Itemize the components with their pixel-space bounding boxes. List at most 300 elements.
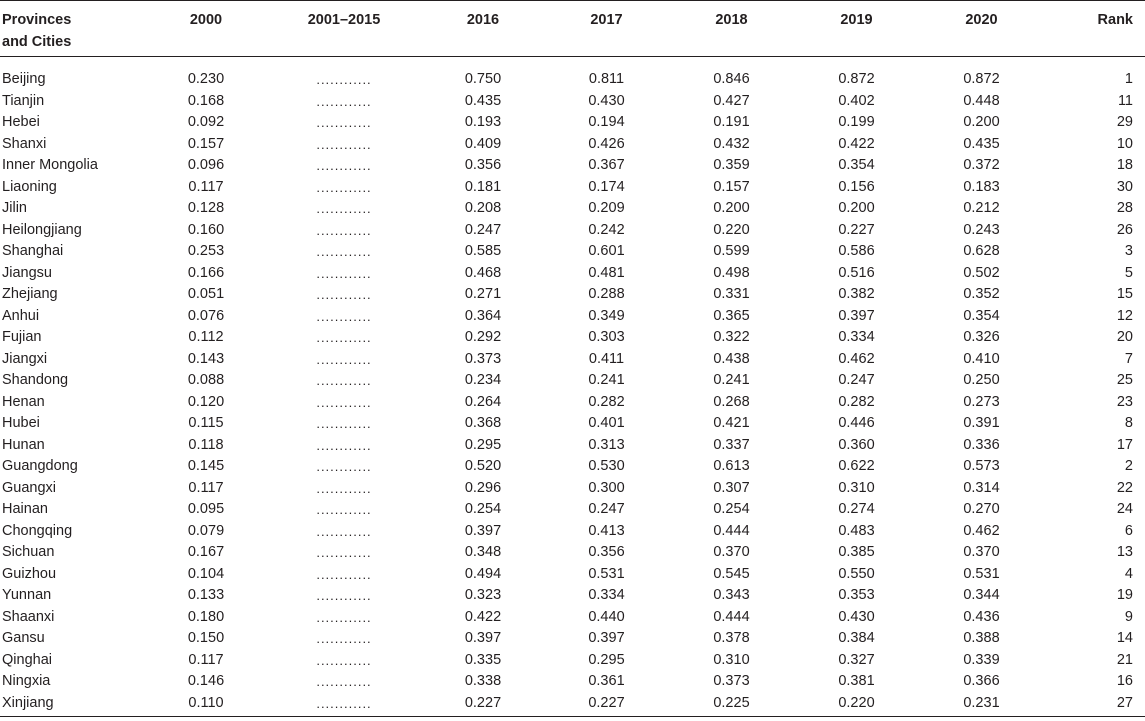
- cell-2016: 0.296: [464, 479, 502, 496]
- cell-2018: 0.268: [713, 393, 750, 410]
- cell-2000: 0.146: [187, 673, 225, 689]
- cell-2017: 0.413: [588, 522, 625, 539]
- cell-2016: 0.323: [464, 587, 502, 603]
- table-row: [0, 177, 1145, 199]
- cell-2019: 0.381: [838, 673, 875, 689]
- cell-2018: 0.307: [713, 479, 750, 496]
- cell-name: Jiangsu: [2, 264, 52, 281]
- cell-2000: 0.133: [187, 587, 225, 603]
- cell-2020: 0.250: [963, 372, 1000, 388]
- cell-2018: 0.225: [713, 694, 750, 711]
- cell-name: Xinjiang: [2, 694, 54, 711]
- cell-2018: 0.373: [713, 673, 750, 689]
- cell-2001-2015: ............: [316, 115, 372, 130]
- cell-name: Hunan: [2, 436, 45, 453]
- cell-name: Yunnan: [2, 587, 52, 603]
- cell-2020: 0.573: [963, 458, 1000, 474]
- cell-2020: 0.336: [963, 436, 1000, 453]
- cell-2017: 0.194: [588, 114, 625, 130]
- cell-2019: 0.422: [838, 135, 875, 152]
- cell-2001-2015: ............: [316, 631, 372, 646]
- cell-2020: 0.212: [963, 200, 1000, 216]
- cell-2020: 0.366: [963, 673, 1000, 689]
- table-row: [0, 542, 1145, 564]
- cell-2000: 0.143: [187, 350, 225, 367]
- cell-2019: 0.446: [838, 415, 875, 431]
- table-row: [0, 671, 1145, 693]
- header-2019: 2019: [794, 1, 919, 57]
- table-row: [0, 370, 1145, 392]
- cell-2019: 0.334: [838, 329, 875, 345]
- cell-2020: 0.273: [963, 393, 1000, 410]
- cell-2019: 0.282: [838, 393, 875, 410]
- cell-2017: 0.426: [588, 135, 625, 152]
- cell-rank: 10: [1116, 135, 1133, 152]
- cell-2020: 0.354: [963, 307, 1000, 324]
- cell-rank: 13: [1116, 544, 1133, 560]
- cell-rank: 14: [1116, 630, 1133, 646]
- cell-2020: 0.352: [963, 286, 1000, 302]
- table-row: [0, 585, 1145, 607]
- cell-2017: 0.288: [588, 286, 625, 302]
- cell-2020: 0.410: [963, 350, 1000, 367]
- cell-2019: 0.199: [838, 114, 875, 130]
- cell-rank: 15: [1116, 286, 1133, 302]
- cell-2018: 0.370: [713, 544, 750, 560]
- cell-2017: 0.481: [588, 264, 625, 281]
- cell-2019: 0.430: [838, 608, 875, 625]
- cell-rank: 8: [1124, 415, 1133, 431]
- cell-2018: 0.157: [713, 178, 750, 195]
- table-row: [0, 478, 1145, 500]
- table-row: [0, 306, 1145, 328]
- cell-2016: 0.227: [464, 694, 502, 711]
- cell-2020: 0.339: [963, 651, 1000, 668]
- cell-2017: 0.411: [588, 350, 625, 367]
- cell-name: Shaanxi: [2, 608, 55, 625]
- cell-2000: 0.092: [187, 114, 225, 130]
- header-row: [0, 1, 1145, 57]
- cell-2000: 0.110: [188, 694, 224, 711]
- cell-2019: 0.586: [838, 243, 875, 259]
- cell-2001-2015: ............: [316, 523, 372, 539]
- cell-name: Qinghai: [2, 651, 52, 668]
- table-row: [0, 435, 1145, 457]
- cell-2019: 0.872: [838, 71, 875, 87]
- table-row: [0, 413, 1145, 435]
- cell-name: Hebei: [2, 114, 40, 130]
- cell-rank: 5: [1124, 264, 1133, 281]
- table-body: [0, 57, 1145, 715]
- cell-2001-2015: ............: [316, 222, 372, 238]
- cell-rank: 20: [1116, 329, 1133, 345]
- cell-2000: 0.051: [187, 286, 225, 302]
- cell-2019: 0.354: [838, 157, 875, 173]
- cell-2016: 0.292: [464, 329, 502, 345]
- cell-name: Shanghai: [2, 243, 64, 259]
- header-2017: 2017: [544, 1, 669, 57]
- cell-2017: 0.334: [588, 587, 625, 603]
- cell-2000: 0.117: [188, 479, 224, 496]
- cell-name: Chongqing: [2, 522, 73, 539]
- cell-2000: 0.180: [187, 608, 225, 625]
- cell-2018: 0.337: [713, 436, 750, 453]
- cell-2019: 0.310: [838, 479, 875, 496]
- cell-2000: 0.157: [187, 135, 225, 152]
- cell-2017: 0.401: [588, 415, 625, 431]
- cell-name: Sichuan: [2, 544, 55, 560]
- cell-2001-2015: ............: [316, 179, 372, 195]
- cell-2020: 0.436: [963, 608, 1000, 625]
- table-row: [0, 241, 1145, 263]
- cell-2016: 0.422: [464, 608, 502, 625]
- cell-2016: 0.234: [464, 372, 502, 388]
- cell-2017: 0.530: [588, 458, 625, 474]
- cell-2019: 0.397: [838, 307, 875, 324]
- table-row: [0, 327, 1145, 349]
- cell-2019: 0.274: [838, 501, 875, 517]
- cell-2020: 0.314: [963, 479, 1000, 496]
- table-row: [0, 392, 1145, 414]
- cell-2020: 0.344: [963, 587, 1000, 603]
- cell-name: Liaoning: [2, 178, 57, 195]
- cell-name: Jilin: [2, 200, 27, 216]
- cell-2018: 0.421: [713, 415, 750, 431]
- header-name-line2: and Cities: [2, 34, 72, 50]
- cell-2000: 0.076: [187, 307, 225, 324]
- cell-2017: 0.303: [588, 329, 625, 345]
- cell-2019: 0.353: [838, 587, 875, 603]
- cell-2020: 0.231: [963, 694, 1000, 711]
- cell-2017: 0.282: [588, 393, 625, 410]
- cell-2018: 0.498: [713, 264, 750, 281]
- cell-2016: 0.373: [464, 350, 502, 367]
- cell-rank: 24: [1116, 501, 1133, 517]
- cell-rank: 9: [1124, 608, 1133, 625]
- cell-2020: 0.326: [963, 329, 1000, 345]
- cell-2016: 0.356: [464, 157, 502, 173]
- cell-2018: 0.220: [713, 221, 750, 238]
- cell-2020: 0.270: [963, 501, 1000, 517]
- cell-2018: 0.191: [713, 114, 750, 130]
- cell-2016: 0.397: [464, 630, 502, 646]
- cell-2018: 0.427: [713, 92, 750, 109]
- cell-name: Heilongjiang: [2, 221, 82, 238]
- cell-2018: 0.545: [713, 565, 750, 582]
- cell-2017: 0.367: [588, 157, 625, 173]
- cell-2020: 0.372: [963, 157, 1000, 173]
- cell-2018: 0.438: [713, 350, 750, 367]
- table-row: [0, 284, 1145, 306]
- cell-2001-2015: ............: [316, 566, 372, 582]
- cell-2016: 0.264: [464, 393, 502, 410]
- cell-2000: 0.112: [188, 329, 224, 345]
- cell-2000: 0.168: [187, 92, 225, 109]
- cell-2001-2015: ............: [316, 373, 372, 388]
- cell-2001-2015: ............: [316, 287, 372, 302]
- cell-2020: 0.388: [963, 630, 1000, 646]
- table-row: [0, 263, 1145, 285]
- cell-2001-2015: ............: [316, 459, 372, 474]
- cell-2016: 0.468: [464, 264, 502, 281]
- cell-2001-2015: ............: [316, 394, 372, 410]
- cell-2017: 0.174: [588, 178, 625, 195]
- cell-2019: 0.550: [838, 565, 875, 582]
- cell-2017: 0.601: [588, 243, 625, 259]
- cell-2001-2015: ............: [316, 437, 372, 453]
- cell-rank: 25: [1116, 372, 1133, 388]
- cell-2016: 0.520: [464, 458, 502, 474]
- cell-2020: 0.502: [963, 264, 1000, 281]
- cell-2017: 0.349: [588, 307, 625, 324]
- cell-2019: 0.385: [838, 544, 875, 560]
- table-header: [0, 1, 1145, 57]
- cell-rank: 19: [1116, 587, 1133, 603]
- cell-rank: 18: [1116, 157, 1133, 173]
- cell-rank: 3: [1124, 243, 1133, 259]
- cell-rank: 17: [1116, 436, 1133, 453]
- cell-rank: 26: [1116, 221, 1133, 238]
- cell-2000: 0.096: [187, 157, 225, 173]
- cell-2020: 0.183: [963, 178, 1000, 195]
- cell-rank: 1: [1124, 71, 1133, 87]
- cell-2017: 0.361: [588, 673, 625, 689]
- cell-rank: 28: [1116, 200, 1133, 216]
- cell-2000: 0.095: [187, 501, 225, 517]
- cell-2017: 0.227: [588, 694, 625, 711]
- cell-2018: 0.331: [713, 286, 750, 302]
- table-row: [0, 134, 1145, 156]
- table-row: [0, 564, 1145, 586]
- header-2020: 2020: [919, 1, 1044, 57]
- header-2016: 2016: [422, 1, 544, 57]
- cell-2001-2015: ............: [316, 545, 372, 560]
- cell-name: Tianjin: [2, 92, 45, 109]
- cell-2016: 0.193: [464, 114, 502, 130]
- cell-2019: 0.516: [838, 264, 875, 281]
- table-row: [0, 155, 1145, 177]
- cell-2018: 0.343: [713, 587, 750, 603]
- cell-name: Jiangxi: [2, 350, 48, 367]
- cell-2019: 0.402: [838, 92, 875, 109]
- cell-2017: 0.531: [588, 565, 625, 582]
- table-row: [0, 112, 1145, 134]
- cell-name: Hubei: [2, 415, 40, 431]
- table-row: [0, 628, 1145, 650]
- cell-2017: 0.356: [588, 544, 625, 560]
- cell-2020: 0.872: [963, 71, 1000, 87]
- cell-2001-2015: ............: [316, 201, 372, 216]
- cell-2000: 0.166: [187, 264, 225, 281]
- table-row: [0, 650, 1145, 672]
- cell-2018: 0.444: [713, 522, 750, 539]
- cell-2016: 0.494: [464, 565, 502, 582]
- cell-2020: 0.531: [963, 565, 1000, 582]
- cell-2020: 0.243: [963, 221, 1000, 238]
- cell-2019: 0.247: [838, 372, 875, 388]
- table-row: [0, 349, 1145, 371]
- cell-2000: 0.088: [187, 372, 225, 388]
- cell-name: Ningxia: [2, 673, 51, 689]
- cell-2001-2015: ............: [316, 136, 372, 152]
- table-row: [0, 499, 1145, 521]
- cell-2000: 0.079: [187, 522, 225, 539]
- cell-2018: 0.613: [713, 458, 750, 474]
- table-row: [0, 521, 1145, 543]
- cell-2001-2015: ............: [316, 330, 372, 345]
- cell-2019: 0.483: [838, 522, 875, 539]
- header-2000: 2000: [146, 1, 266, 57]
- cell-2020: 0.448: [963, 92, 1000, 109]
- cell-rank: 23: [1116, 393, 1133, 410]
- cell-name: Shandong: [2, 372, 69, 388]
- cell-name: Guizhou: [2, 565, 57, 582]
- cell-name: Guangxi: [2, 479, 57, 496]
- cell-2016: 0.364: [464, 307, 502, 324]
- table-row: [0, 198, 1145, 220]
- cell-2016: 0.271: [464, 286, 502, 302]
- cell-2001-2015: ............: [316, 695, 372, 711]
- cell-2016: 0.338: [464, 673, 502, 689]
- cell-2000: 0.128: [187, 200, 225, 216]
- cell-2016: 0.335: [464, 651, 502, 668]
- cell-name: Gansu: [2, 630, 45, 646]
- cell-2000: 0.118: [188, 436, 224, 453]
- cell-2018: 0.599: [713, 243, 750, 259]
- cell-2020: 0.391: [963, 415, 1000, 431]
- cell-2018: 0.378: [713, 630, 750, 646]
- cell-2017: 0.247: [588, 501, 625, 517]
- cell-rank: 30: [1116, 178, 1133, 195]
- cell-name: Fujian: [2, 329, 42, 345]
- cell-2001-2015: ............: [316, 72, 372, 87]
- cell-2018: 0.846: [713, 71, 750, 87]
- cell-2018: 0.359: [713, 157, 750, 173]
- cell-2001-2015: ............: [316, 308, 372, 324]
- cell-name: Anhui: [2, 307, 40, 324]
- cell-2018: 0.241: [713, 372, 750, 388]
- cell-2020: 0.200: [963, 114, 1000, 130]
- cell-name: Guangdong: [2, 458, 78, 474]
- cell-2017: 0.295: [588, 651, 625, 668]
- cell-2020: 0.370: [963, 544, 1000, 560]
- header-provinces-and-cities: [0, 1, 146, 57]
- cell-2016: 0.247: [464, 221, 502, 238]
- cell-2001-2015: ............: [316, 158, 372, 173]
- cell-2000: 0.160: [187, 221, 225, 238]
- cell-2001-2015: ............: [316, 674, 372, 689]
- cell-2000: 0.117: [188, 651, 224, 668]
- table-row: [0, 91, 1145, 113]
- cell-2019: 0.360: [838, 436, 875, 453]
- cell-name: Zhejiang: [2, 286, 58, 302]
- cell-2000: 0.115: [188, 415, 224, 431]
- cell-2018: 0.200: [713, 200, 750, 216]
- cell-2019: 0.200: [838, 200, 875, 216]
- header-2018: 2018: [669, 1, 794, 57]
- cell-2001-2015: ............: [316, 416, 372, 431]
- cell-2019: 0.227: [838, 221, 875, 238]
- table-row: [0, 220, 1145, 242]
- cell-2016: 0.435: [464, 92, 502, 109]
- cell-2001-2015: ............: [316, 652, 372, 668]
- cell-2001-2015: ............: [316, 609, 372, 625]
- header-rank: Rank: [1044, 1, 1145, 57]
- table-row: [0, 607, 1145, 629]
- cell-2019: 0.382: [838, 286, 875, 302]
- cell-2018: 0.310: [713, 651, 750, 668]
- cell-2017: 0.430: [588, 92, 625, 109]
- cell-name: Inner Mongolia: [2, 157, 98, 173]
- cell-2018: 0.432: [713, 135, 750, 152]
- table-row: [0, 69, 1145, 91]
- cell-rank: 11: [1117, 92, 1133, 109]
- cell-2018: 0.365: [713, 307, 750, 324]
- bottom-rule-divider: [0, 716, 1145, 717]
- cell-2001-2015: ............: [316, 480, 372, 496]
- cell-2019: 0.156: [838, 178, 875, 195]
- cell-2018: 0.322: [713, 329, 750, 345]
- cell-rank: 2: [1124, 458, 1133, 474]
- header-name-line1: Provinces: [2, 12, 72, 28]
- cell-2000: 0.167: [187, 544, 225, 560]
- spacer-row: [0, 57, 1145, 70]
- cell-2017: 0.313: [588, 436, 625, 453]
- cell-rank: 27: [1116, 694, 1133, 711]
- cell-2017: 0.241: [588, 372, 625, 388]
- cell-name: Hainan: [2, 501, 48, 517]
- cell-2001-2015: ............: [316, 265, 372, 281]
- cell-2001-2015: ............: [316, 588, 372, 603]
- cell-2016: 0.295: [464, 436, 502, 453]
- cell-2016: 0.409: [464, 135, 502, 152]
- cell-2001-2015: ............: [316, 351, 372, 367]
- cell-rank: 21: [1116, 651, 1133, 668]
- cell-2001-2015: ............: [316, 502, 372, 517]
- cell-name: Shanxi: [2, 135, 47, 152]
- cell-2019: 0.327: [838, 651, 875, 668]
- header-2001-2015: 2001–2015: [266, 1, 422, 57]
- cell-2017: 0.440: [588, 608, 625, 625]
- cell-rank: 6: [1124, 522, 1133, 539]
- cell-2020: 0.462: [963, 522, 1000, 539]
- table-row: [0, 456, 1145, 478]
- cell-2019: 0.384: [838, 630, 875, 646]
- cell-2001-2015: ............: [316, 93, 372, 109]
- cell-name: Henan: [2, 393, 45, 410]
- cell-rank: 22: [1116, 479, 1133, 496]
- cell-rank: 4: [1124, 565, 1133, 582]
- cell-rank: 16: [1116, 673, 1133, 689]
- table-row: [0, 693, 1145, 715]
- cell-2019: 0.622: [838, 458, 875, 474]
- cell-2016: 0.368: [464, 415, 502, 431]
- cell-2001-2015: ............: [316, 244, 372, 259]
- cell-2016: 0.254: [464, 501, 502, 517]
- cell-2000: 0.145: [187, 458, 225, 474]
- cell-2017: 0.397: [588, 630, 625, 646]
- cell-2020: 0.628: [963, 243, 1000, 259]
- cell-rank: 7: [1124, 350, 1133, 367]
- cell-name: Beijing: [2, 71, 46, 87]
- cell-2000: 0.104: [187, 565, 225, 582]
- cell-2000: 0.230: [187, 71, 225, 87]
- cell-2016: 0.750: [464, 71, 502, 87]
- cell-2017: 0.242: [588, 221, 625, 238]
- cell-2016: 0.397: [464, 522, 502, 539]
- cell-2016: 0.348: [464, 544, 502, 560]
- cell-2000: 0.150: [187, 630, 225, 646]
